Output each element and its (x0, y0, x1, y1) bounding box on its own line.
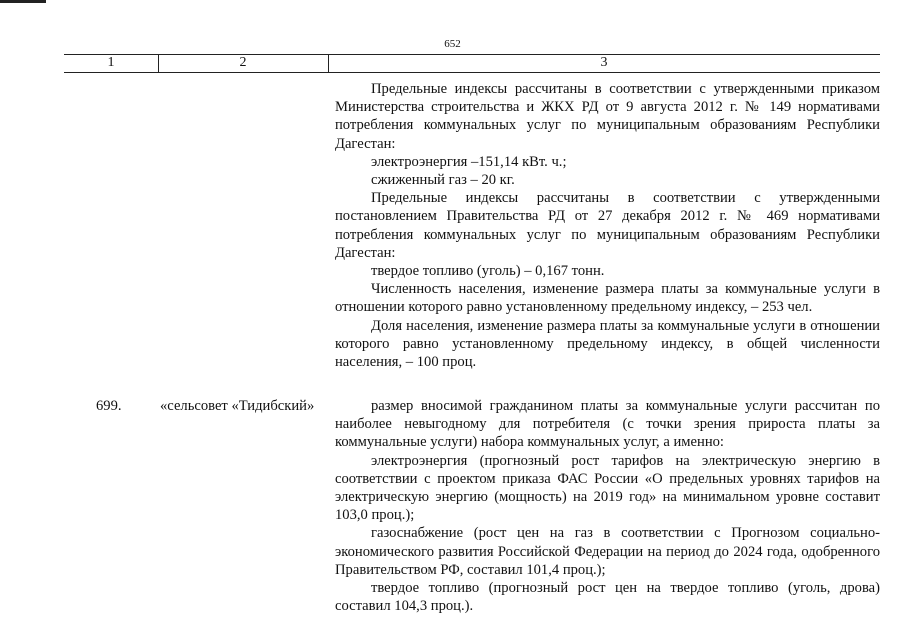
block1-paragraph: электроэнергия –151,14 кВт. ч.; (371, 153, 567, 170)
block1-paragraph: Предельные индексы рассчитаны в соответствии с утвержденными постановлением Правительства РД от 27 декабря 2012 г. № 469 нормативами потребления коммунальных услуг по муниципальным образованиям Республики Дагестан: (335, 190, 880, 261)
block1-paragraph: твердое топливо (уголь) – 0,167 тонн. (371, 263, 605, 280)
column-header-1: 1 (107, 55, 115, 70)
page-number: 652 (444, 38, 461, 50)
municipality-name: «сельсовет «Тидибский» (160, 398, 315, 414)
row699-paragraph: электроэнергия (прогнозный рост тарифов на электрическую энергию в соответствии с проектом приказа ФАС России «О предельных уровнях тарифов на электрическую энергию (мощность) на 2019 год» на минимальном уровне составит 103,0 проц.); (335, 452, 880, 524)
column-header-3: 3 (600, 55, 608, 70)
block1-paragraph: Доля населения, изменение размера платы за коммунальные услуги в отношении которого равно установленному предельному индексу, в общей численности населения, – 100 проц. (335, 317, 880, 371)
block1-paragraph: Предельные индексы рассчитаны в соответствии с утвержденными приказом Министерства строительства и ЖКХ РД от 9 августа 2012 г. № 149 нормативами потребления коммунальных услуг по муниципальным образованиям Республики Дагестан: (335, 81, 880, 152)
block1-text (335, 80, 880, 371)
header-bottom-rule (64, 72, 880, 73)
column-header-2: 2 (239, 55, 247, 70)
scan-corner-mark (0, 0, 46, 3)
block1-paragraph: Численность населения, изменение размера платы за коммунальные услуги в отношении которого равно установленному предельному индексу, – 253 чел. (335, 281, 880, 316)
row699-paragraph: твердое топливо (прогнозный рост цен на твердое топливо (уголь, дрова) составил 104,3 проц.). (335, 580, 880, 615)
block1-paragraph: сжиженный газ – 20 кг. (371, 172, 515, 189)
row-number: 699. (96, 398, 122, 414)
row699-paragraph: размер вносимой гражданином платы за коммунальные услуги рассчитан по наиболее невыгодному для потребителя (с точки зрения прироста платы за коммунальные услуги) набора коммунальных услуг, а именно: (335, 398, 880, 451)
row699-text (335, 397, 880, 615)
row699-paragraph: газоснабжение (рост цен на газ в соответствии с Прогнозом социально-экономического развития Российской Федерации на период до 2024 года, одобренного Правительством РФ, составил 101,4 проц.); (335, 525, 880, 578)
